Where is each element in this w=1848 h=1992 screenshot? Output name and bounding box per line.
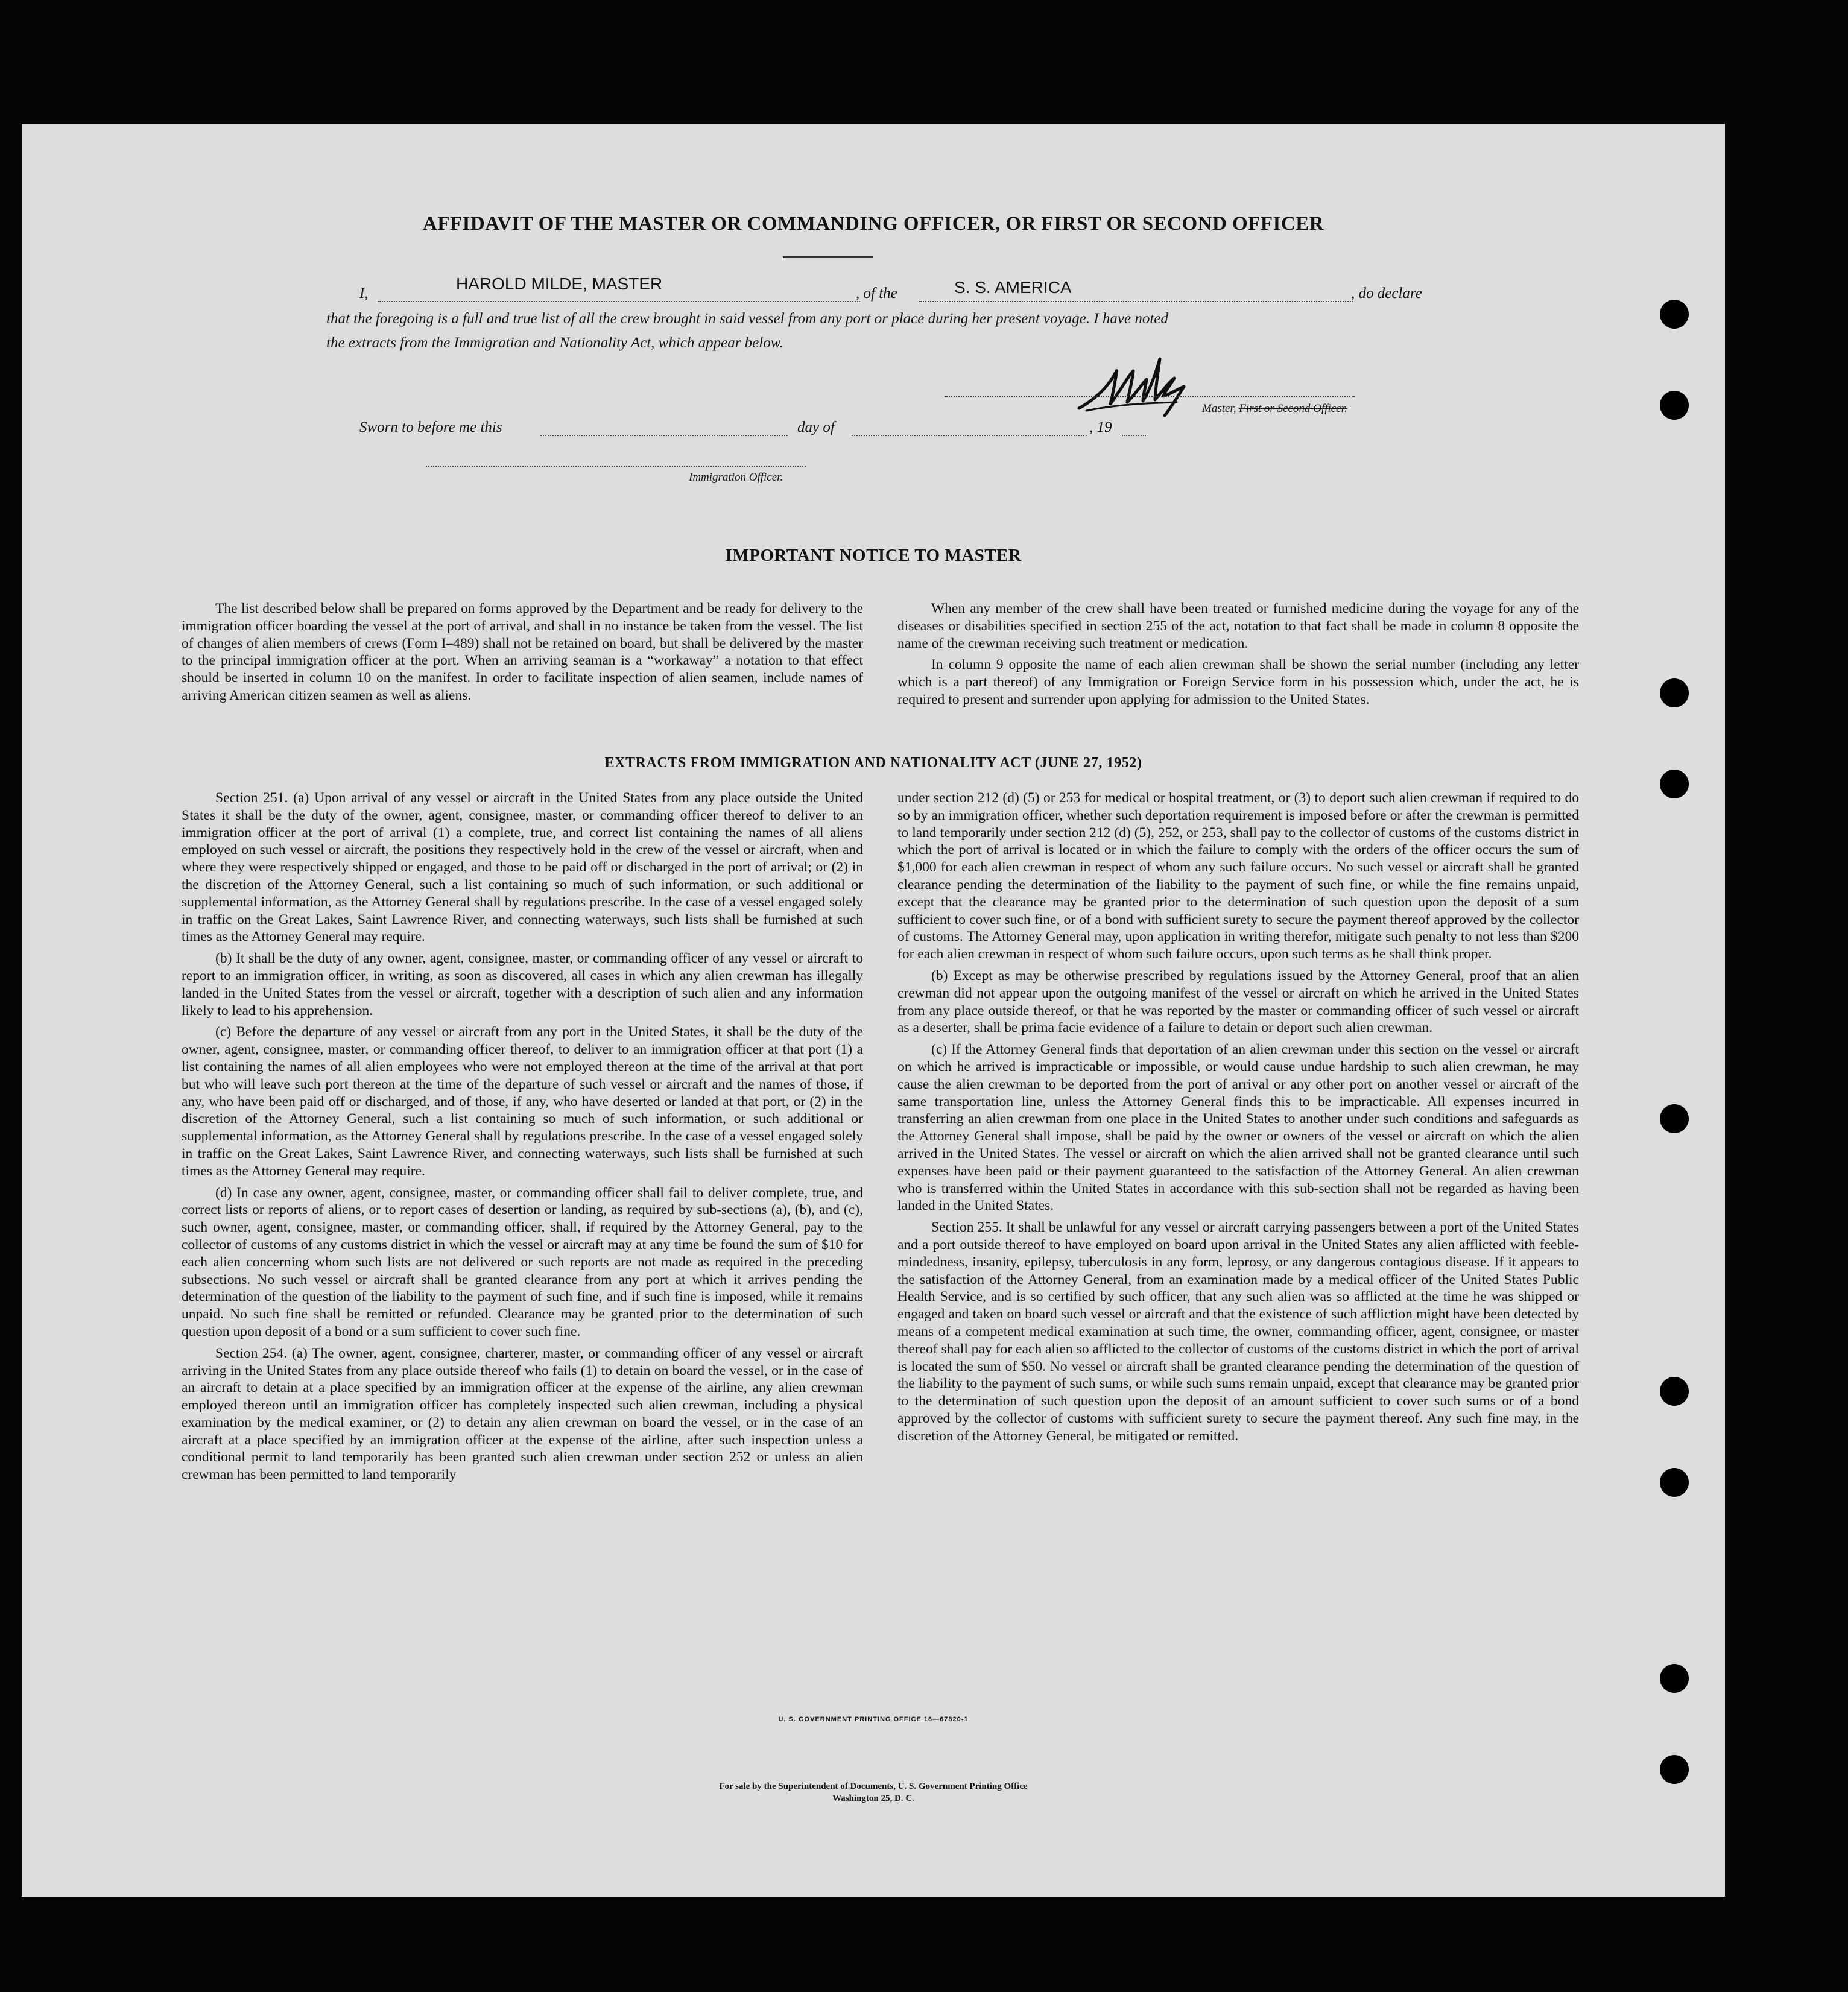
section-251-b: (b) It shall be the duty of any owner, agent, consignee, master, or commanding officer of any vessel or aircraft to report to an immigration officer, in writing, as soon as discovered, all cases in which any alien crewman has illegally landed in the United States from the vessel or aircraft, together with a description of such alien and any information likely to lead to his apprehension. bbox=[182, 950, 863, 1019]
punch-hole bbox=[1660, 770, 1689, 798]
declaration-line-2: the extracts from the Immigration and Nationality Act, which appear below. bbox=[326, 335, 783, 351]
do-declare-label: , do declare bbox=[1351, 285, 1422, 302]
section-251-a: Section 251. (a) Upon arrival of any vessel or aircraft in the United States from any place outside the United States it shall be the duty of the owner, agent, consignee, master, or commanding officer thereof to deliver to an immigration officer at the port of arrival (1) a complete, true, and correct list containing the names of all aliens employed on such vessel or aircraft, the positions they respectively hold in the crew of the vessel or aircraft, when and where they were respectively shipped or engaged, and those to be paid off or discharged in the port of arrival; or (2) in the discretion of the Attorney General, such a list containing so much of such information, or such additional or supplemental information, as the Attorney General shall by regulations prescribe. In the case of a vessel engaged solely in traffic on the Great Lakes, Saint Lawrence River, and connecting waterways, such lists shall be furnished at such times as the Attorney General may require. bbox=[182, 790, 863, 945]
name-line bbox=[378, 301, 860, 302]
notice-left-paragraph: The list described below shall be prepared on forms approved by the Department and be ready for delivery to the immigration officer boarding the vessel at the port of arrival, and shall in no instance be taken from the vessel. The list of changes of alien members of crews (Form I–489) shall not be retained on board, but shall be delivered by the master to the principal immigration officer at the port. When an arriving seaman is a “workaway” a notation to that effect should be inserted in column 10 on the manifest. In order to facilitate inspection of alien seamen, include names of arriving American citizen seamen as well as aliens. bbox=[182, 601, 863, 703]
master-name-field: HAROLD MILDE, MASTER bbox=[456, 274, 663, 293]
form-page bbox=[22, 124, 1725, 1897]
of-the-label: , of the bbox=[856, 285, 897, 302]
extracts-title: EXTRACTS FROM IMMIGRATION AND NATIONALITY ACT (JUNE 27, 1952) bbox=[604, 755, 1142, 771]
vessel-line bbox=[919, 301, 1353, 302]
master-caption-text: Master, bbox=[1202, 402, 1236, 415]
notice-right-paragraph-2: In column 9 opposite the name of each alien crewman shall be shown the serial number (including any letter which is a part thereof) of any Immigration or Foreign Service form in his possession which, under the act, he is required to present and surrender upon applying for admission to the United States. bbox=[897, 657, 1579, 707]
extracts-left-column bbox=[182, 789, 863, 1488]
day-of-label: day of bbox=[797, 419, 835, 435]
vessel-name-field: S. S. AMERICA bbox=[954, 278, 1072, 297]
master-caption bbox=[1202, 402, 1347, 416]
master-signature bbox=[1074, 353, 1195, 419]
year-label: , 19 bbox=[1089, 419, 1112, 435]
sale-notice bbox=[22, 1780, 1725, 1804]
struck-officer-caption: First or Second Officer. bbox=[1239, 402, 1347, 415]
punch-hole bbox=[1660, 1377, 1689, 1406]
sale-line-2: Washington 25, D. C. bbox=[832, 1794, 914, 1803]
notice-title: IMPORTANT NOTICE TO MASTER bbox=[725, 546, 1022, 565]
sale-line-1: For sale by the Superintendent of Documents, U. S. Government Printing Office bbox=[719, 1782, 1028, 1791]
notice-left-column bbox=[182, 600, 863, 709]
declaration-line-1: that the foregoing is a full and true list of all the crew brought in said vessel from any port or place during her present voyage. I have noted bbox=[326, 311, 1168, 327]
punch-hole bbox=[1660, 1104, 1689, 1133]
signature-line bbox=[945, 396, 1355, 397]
affidavit-title: AFFIDAVIT OF THE MASTER OR COMMANDING OFFICER, OR FIRST OR SECOND OFFICER bbox=[422, 213, 1324, 235]
punch-hole bbox=[1660, 391, 1689, 420]
notice-right-column bbox=[897, 600, 1579, 713]
section-254-b: (b) Except as may be otherwise prescribed by regulations issued by the Attorney General, proof that an alien crewman did not appear upon the outgoing manifest of the vessel or aircraft on which he arrived in the United States from any place outside thereof, or that he was reported by the master or commanding officer of such vessel or aircraft as a deserter, shall be prima facie evidence of a failure to detain or deport such alien crewman. bbox=[897, 967, 1579, 1036]
punch-hole bbox=[1660, 1664, 1689, 1693]
sworn-label: Sworn to before me this bbox=[359, 419, 502, 435]
gpo-imprint: U. S. GOVERNMENT PRINTING OFFICE 16—67820-1 bbox=[778, 1716, 969, 1723]
sworn-line bbox=[540, 435, 788, 436]
year-line bbox=[1122, 435, 1146, 436]
punch-hole bbox=[1660, 1468, 1689, 1497]
punch-hole bbox=[1660, 678, 1689, 707]
notice-right-paragraph-1: When any member of the crew shall have been treated or furnished medicine during the voyage for any of the diseases or disabilities specified in section 255 of the act, notation to that fact shall be made in column 8 opposite the name of the crewman receiving such treatment or medication. bbox=[897, 601, 1579, 651]
immigration-officer-caption: Immigration Officer. bbox=[689, 471, 783, 484]
title-rule bbox=[783, 256, 873, 258]
punch-hole bbox=[1660, 1755, 1689, 1784]
section-254-c: (c) If the Attorney General finds that deportation of an alien crewman under this section on the vessel or aircraft on which he arrived is impracticable or impossible, or would cause undue hardship to such alien crewman, he may cause the alien crewman to be deported from the port of arrival or any other port on another vessel or aircraft of the same transportation line, unless the Attorney General finds this to be impracticable. All expenses incurred in transferring an alien crewman from one place in the United States to another under such conditions and safeguards as the Attorney General shall impose, shall be paid by the owner or owners of the vessel or aircraft on which the alien arrived in the United States. The vessel or aircraft on which the alien arrived shall not be granted clearance until such expenses have been paid or their payment guaranteed to the satisfaction of the Attorney General. An alien crewman who is transferred within the United States in accordance with this sub-section shall not be regarded as having been landed in the United States. bbox=[897, 1042, 1579, 1214]
section-255: Section 255. It shall be unlawful for any vessel or aircraft carrying passengers between a port of the United States and a port outside thereof to have employed on board upon arrival in the United States any alien afflicted with feeble-mindedness, insanity, epilepsy, tuberculosis in any form, leprosy, or any dangerous contagious disease. If it appears to the satisfaction of the Attorney General, from an examination made by a medical officer of the United States Public Health Service, and is so certified by such officer, that any such alien was so afflicted at the time he was shipped or engaged and taken on board such vessel or aircraft and that the existence of such affliction might have been detected by means of a competent medical examination at such time, the owner, commanding officer, agent, consignee, or master thereof shall pay for each alien so afflicted to the collector of customs of the customs district in which the port of arrival is located the sum of $50. No vessel or aircraft shall be granted clearance pending the determination of the question of the liability to the payment of such sums, or while such sums remain unpaid, except that clearance may be granted prior to the determination of such question upon the deposit of an amount sufficient to cover such sums or of a bond approved by the collector of customs with sufficient surety to secure the payment thereof. Any such fine may, in the discretion of the Attorney General, be mitigated or remitted. bbox=[897, 1219, 1579, 1444]
section-254-a: Section 254. (a) The owner, agent, consignee, charterer, master, or commanding officer of any vessel or aircraft arriving in the United States from any place outside thereof who fails (1) to detain on board the vessel, or in the case of an aircraft to detain at a place specified by an immigration officer at the expense of the airline, any alien crewman employed thereon until an immigration officer has completely inspected such alien crewman, including a physical examination by the medical examiner, or (2) to detain any alien crewman on board the vessel, or in the case of an aircraft at a place specified by an immigration officer at the expense of the airline, after such inspection unless a conditional permit to land temporarily has been granted such alien crewman under section 252 or unless an alien crewman has been permitted to land temporarily bbox=[182, 1345, 863, 1483]
officer-line bbox=[426, 466, 806, 467]
section-251-d: (d) In case any owner, agent, consignee, master, or commanding officer shall fail to deliver complete, true, and correct lists or reports of aliens, or to report cases of desertion or landing, as required by sub-sections (a), (b), and (c), such owner, agent, consignee, master, or commanding officer, shall, if required by the Attorney General, pay to the collector of customs of any customs district in which the vessel or aircraft may at any time be found the sum of $10 for each alien concerning whom such lists are not delivered or such reports are not made as required in the preceding subsections. No such vessel or aircraft shall be granted clearance from any port at which it arrives pending the determination of the question of the liability to the payment of such fine, and if such fine is imposed, while it remains unpaid. No such fine shall be remitted or refunded. Clearance may be granted prior to the determination of such question upon deposit of a bond or a sum sufficient to cover such fine. bbox=[182, 1184, 863, 1339]
day-line bbox=[852, 435, 1087, 436]
punch-hole bbox=[1660, 300, 1689, 329]
extracts-right-column bbox=[897, 789, 1579, 1449]
section-251-c: (c) Before the departure of any vessel or aircraft from any port in the United States, it shall be the duty of the owner, agent, consignee, master, or commanding officer thereof, to deliver to an immigration officer at that port (1) a list containing the names of all alien employees who were not employed thereon at the time of the arrival at that port but who will leave such port thereon at the time of the departure of such vessel or aircraft and the names of those, if any, who have been paid off or discharged, and of those, if any, who have deserted or landed at that port, or (2) in the discretion of the Attorney General, such a list containing so much of such information, or such additional or supplemental information, as the Attorney General shall by regulations prescribe. In the case of a vessel engaged solely in traffic on the Great Lakes, Saint Lawrence River, and connecting waterways, such lists shall be furnished at such times as the Attorney General may require. bbox=[182, 1024, 863, 1179]
section-254-a-continued: under section 212 (d) (5) or 253 for medical or hospital treatment, or (3) to deport such alien crewman if required to do so by an immigration officer, whether such deportation requirement is imposed before or after the crewman is permitted to land temporarily under section 212 (d) (5), 252, or 253, shall pay to the collector of customs of the customs district in which the port of arrival is located or in which the failure to comply with the orders of the officer occurs the sum of $1,000 for each alien crewman in respect of whom any such failure occurs. No such vessel or aircraft shall be granted clearance pending the determination of the liability to the payment of such fine, or while the fine remains unpaid, except that the clearance may be granted prior to the determination of such question upon the deposit of a sum sufficient to cover such fine, or of a bond with sufficient surety to secure the payment thereof approved by the collector of customs. The Attorney General may, upon application in writing therefor, mitigate such penalty to not less than $200 for each alien crewman in respect of whom such failure occurs, upon such terms as he shall think proper. bbox=[897, 790, 1579, 963]
i-label: I, bbox=[359, 285, 369, 302]
